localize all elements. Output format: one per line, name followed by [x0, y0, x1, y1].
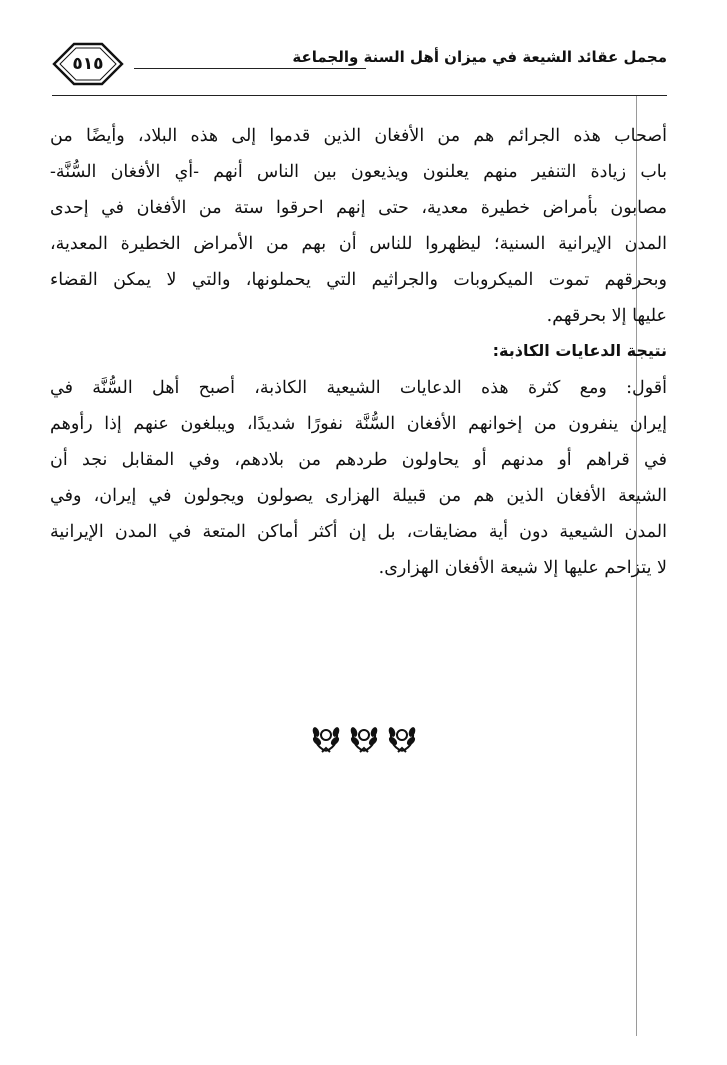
laurel-ornament-icon: [311, 720, 341, 754]
text-line: عليها إلا بحرقهم.: [546, 306, 667, 326]
text-line: مصابون بأمراض خطيرة معدية، حتى إنهم احرقوا ستة من الأفغان في إحدى: [50, 198, 667, 218]
page-body: [50, 118, 667, 586]
text-line: أقول: ومع كثرة هذه الدعايات الشيعية الكاذبة، أصبح أهل السُّنَّة في: [50, 378, 667, 398]
running-title: مجمل عقائد الشيعة في ميزان أهل السنة والجماعة: [292, 48, 667, 66]
text-line: المدن الإيرانية السنية؛ ليظهروا للناس أن بهم من الأمراض الخطيرة المعدية،: [50, 234, 667, 254]
laurel-ornament-icon: [387, 720, 417, 754]
text-line: في قراهم أو مدنهم أو يحاولون طردهم من بلادهم، وفي المقابل نجد أن: [50, 450, 667, 470]
text-line: أصحاب هذه الجرائم هم من الأفغان الذين قدموا إلى هذه البلاد، وأيضًا من: [50, 126, 667, 146]
laurel-ornament-icon: [349, 720, 379, 754]
text-line: الشيعة الأفغان الذين هم من قبيلة الهزارى يصولون ويجولون في إيران، وفي: [50, 486, 667, 506]
section-end-ornaments: [0, 720, 727, 758]
page-number-badge: [52, 42, 124, 86]
text-line: المدن الشيعية دون أية مضايقات، بل إن أكثر أماكن المتعة في المدن الإيرانية: [50, 522, 667, 542]
header-rule: [52, 95, 667, 96]
text-line: لا يتزاحم عليها إلا شيعة الأفغان الهزارى.: [378, 558, 667, 578]
header-divider-line: [134, 68, 366, 69]
paragraph-1: [50, 118, 667, 334]
text-line: وبحرقهم تموت الميكروبات والجراثيم التي يحملونها، والتي لا يمكن القضاء: [50, 270, 667, 290]
section-subheading: نتيجة الدعايات الكاذبة:: [492, 341, 667, 360]
paragraph-2: [50, 370, 667, 586]
page-number: ٥١٥: [72, 54, 104, 74]
text-line: باب زيادة التنفير منهم يعلنون ويذيعون بين الناس أنهم -أي الأفغان السُّنَّة-: [50, 162, 667, 182]
text-line: إيران ينفرون من إخوانهم الأفغان السُّنَّة نفورًا شديدًا، ويبلغون عنهم إذا رأوهم: [50, 414, 667, 434]
page-header: [52, 38, 667, 90]
